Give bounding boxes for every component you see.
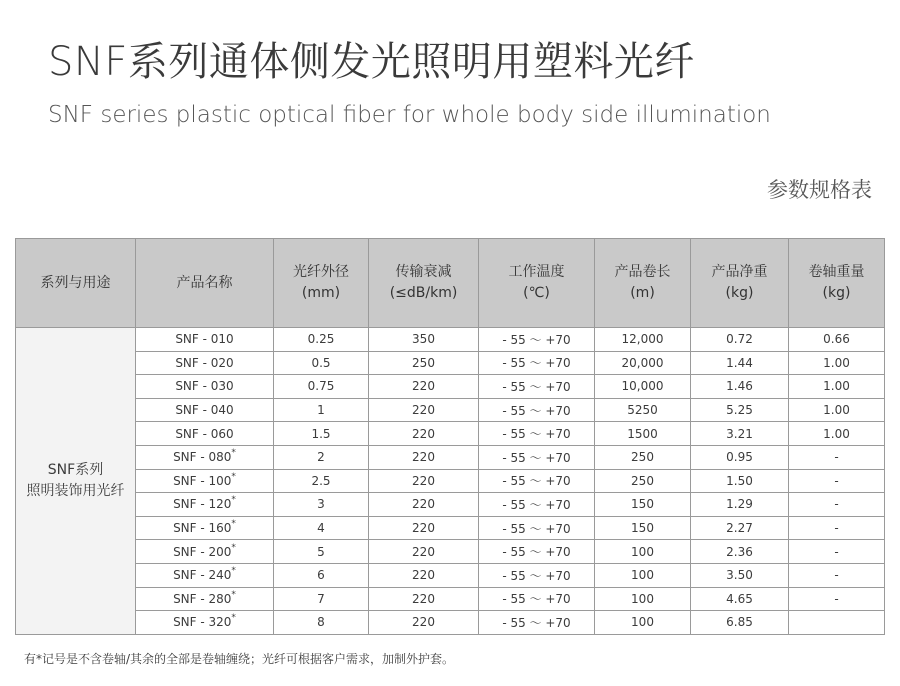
- reel-weight-cell: -: [789, 469, 885, 493]
- attenuation-cell: 250: [369, 351, 479, 375]
- table-row: [16, 398, 885, 422]
- product-name-cell: [136, 611, 274, 635]
- temp-cell: - 55 ～ +70: [479, 398, 595, 422]
- product-name: SNF - 040: [175, 403, 234, 418]
- header-unit: (m): [630, 285, 655, 301]
- reel-weight-cell: -: [789, 493, 885, 517]
- attenuation-cell: 220: [369, 422, 479, 446]
- length-cell: 150: [595, 516, 691, 540]
- diameter-cell: 5: [274, 540, 369, 564]
- weight-cell: 3.50: [691, 563, 789, 587]
- reel-weight-cell: [789, 611, 885, 635]
- product-name-cell: [136, 398, 274, 422]
- length-cell: 1500: [595, 422, 691, 446]
- diameter-cell: 8: [274, 611, 369, 635]
- table-row: [16, 328, 885, 352]
- footnote: 有*记号是不含卷轴/其余的全部是卷轴缠绕；光纤可根据客户需求，加制外护套。: [24, 652, 455, 666]
- product-name: SNF - 120: [173, 497, 232, 512]
- header-series-usage: [16, 239, 136, 328]
- product-name: SNF - 020: [175, 355, 234, 370]
- temp-cell: - 55 ～ +70: [479, 469, 595, 493]
- length-cell: 100: [595, 540, 691, 564]
- product-name-cell: [136, 422, 274, 446]
- diameter-cell: 4: [274, 516, 369, 540]
- table-row: [16, 516, 885, 540]
- table-row: [16, 375, 885, 399]
- temp-cell: - 55 ～ +70: [479, 375, 595, 399]
- header-net-weight: [691, 239, 789, 328]
- temp-cell: - 55 ～ +70: [479, 587, 595, 611]
- product-name: SNF - 200: [173, 544, 232, 559]
- diameter-cell: 2.5: [274, 469, 369, 493]
- length-cell: 100: [595, 611, 691, 635]
- reel-weight-cell: -: [789, 516, 885, 540]
- weight-cell: 3.21: [691, 422, 789, 446]
- no-reel-mark: *: [231, 589, 236, 600]
- temp-cell: - 55 ～ +70: [479, 611, 595, 635]
- length-cell: 100: [595, 563, 691, 587]
- header-unit: (mm): [301, 285, 341, 301]
- temp-cell: - 55 ～ +70: [479, 563, 595, 587]
- weight-cell: 1.46: [691, 375, 789, 399]
- length-cell: 12,000: [595, 328, 691, 352]
- product-name: SNF - 240: [173, 568, 232, 583]
- weight-cell: 4.65: [691, 587, 789, 611]
- header-fiber-diameter: [274, 239, 369, 328]
- header-label: 产品名称: [176, 274, 233, 291]
- diameter-cell: 0.75: [274, 375, 369, 399]
- no-reel-mark: *: [231, 566, 236, 577]
- product-name-cell: [136, 540, 274, 564]
- reel-weight-cell: -: [789, 587, 885, 611]
- product-name-cell: [136, 375, 274, 399]
- table-row: [16, 611, 885, 635]
- attenuation-cell: 220: [369, 611, 479, 635]
- attenuation-cell: 220: [369, 469, 479, 493]
- no-reel-mark: *: [231, 542, 236, 553]
- header-label: 卷轴重量: [808, 264, 865, 280]
- header-label: 工作温度: [508, 264, 565, 280]
- weight-cell: 1.44: [691, 351, 789, 375]
- attenuation-cell: 350: [369, 328, 479, 352]
- weight-cell: 6.85: [691, 611, 789, 635]
- header-row: [16, 239, 885, 328]
- temp-cell: - 55 ～ +70: [479, 351, 595, 375]
- product-name-cell: [136, 516, 274, 540]
- table-body: [16, 328, 885, 635]
- length-cell: 150: [595, 493, 691, 517]
- table-row: [16, 422, 885, 446]
- length-cell: 5250: [595, 398, 691, 422]
- temp-cell: - 55 ～ +70: [479, 540, 595, 564]
- table-row: [16, 493, 885, 517]
- attenuation-cell: 220: [369, 540, 479, 564]
- product-name: SNF - 100: [173, 473, 232, 488]
- diameter-cell: 6: [274, 563, 369, 587]
- attenuation-cell: 220: [369, 398, 479, 422]
- diameter-cell: 1: [274, 398, 369, 422]
- no-reel-mark: *: [231, 471, 236, 482]
- length-cell: 20,000: [595, 351, 691, 375]
- table-header: [16, 239, 885, 328]
- product-name: SNF - 280: [173, 591, 232, 606]
- product-name: SNF - 010: [175, 332, 234, 347]
- reel-weight-cell: -: [789, 445, 885, 469]
- no-reel-mark: *: [231, 613, 236, 624]
- reel-weight-cell: 1.00: [789, 422, 885, 446]
- attenuation-cell: 220: [369, 516, 479, 540]
- series-name: SNF系列: [47, 461, 104, 478]
- weight-cell: 0.72: [691, 328, 789, 352]
- product-name: SNF - 080: [173, 450, 232, 465]
- header-label: 系列与用途: [40, 274, 111, 291]
- table-caption: 参数规格表: [767, 178, 872, 202]
- diameter-cell: 7: [274, 587, 369, 611]
- temp-cell: - 55 ～ +70: [479, 328, 595, 352]
- header-unit: (℃): [523, 285, 550, 301]
- product-name-cell: [136, 469, 274, 493]
- page-title: SNF系列通体侧发光照明用塑料光纤: [48, 39, 695, 85]
- header-unit: (kg): [725, 285, 754, 301]
- product-name-cell: [136, 563, 274, 587]
- diameter-cell: 2: [274, 445, 369, 469]
- length-cell: 100: [595, 587, 691, 611]
- table-row: [16, 469, 885, 493]
- header-unit: (≤dB/km): [389, 285, 458, 301]
- attenuation-cell: 220: [369, 445, 479, 469]
- header-label: 光纤外径: [293, 264, 349, 280]
- diameter-cell: 0.5: [274, 351, 369, 375]
- weight-cell: 2.27: [691, 516, 789, 540]
- reel-weight-cell: 0.66: [789, 328, 885, 352]
- product-name: SNF - 060: [175, 426, 234, 441]
- product-name: SNF - 030: [175, 379, 234, 394]
- product-name: SNF - 320: [173, 615, 232, 630]
- temp-cell: - 55 ～ +70: [479, 445, 595, 469]
- page-subtitle: SNF series plastic optical fiber for whole body side illumination: [48, 102, 771, 128]
- series-usage: 照明装饰用光纤: [26, 482, 125, 499]
- weight-cell: 5.25: [691, 398, 789, 422]
- diameter-cell: 3: [274, 493, 369, 517]
- attenuation-cell: 220: [369, 587, 479, 611]
- weight-cell: 0.95: [691, 445, 789, 469]
- attenuation-cell: 220: [369, 563, 479, 587]
- product-name-cell: [136, 328, 274, 352]
- product-name: SNF - 160: [173, 521, 232, 536]
- no-reel-mark: *: [231, 448, 236, 459]
- table-row: [16, 587, 885, 611]
- series-cell: [16, 328, 136, 635]
- weight-cell: 1.29: [691, 493, 789, 517]
- header-product-name: [136, 239, 274, 328]
- temp-cell: - 55 ～ +70: [479, 493, 595, 517]
- attenuation-cell: 220: [369, 493, 479, 517]
- table-row: [16, 563, 885, 587]
- header-operating-temp: [479, 239, 595, 328]
- weight-cell: 2.36: [691, 540, 789, 564]
- header-label: 产品卷长: [614, 264, 671, 280]
- header-label: 传输衰减: [395, 264, 452, 280]
- header-label: 产品净重: [711, 264, 768, 280]
- product-name-cell: [136, 587, 274, 611]
- reel-weight-cell: 1.00: [789, 375, 885, 399]
- temp-cell: - 55 ～ +70: [479, 516, 595, 540]
- table-row: [16, 540, 885, 564]
- reel-weight-cell: 1.00: [789, 351, 885, 375]
- product-name-cell: [136, 445, 274, 469]
- header-unit: (kg): [822, 285, 851, 301]
- header-attenuation: [369, 239, 479, 328]
- attenuation-cell: 220: [369, 375, 479, 399]
- diameter-cell: 1.5: [274, 422, 369, 446]
- length-cell: 250: [595, 445, 691, 469]
- weight-cell: 1.50: [691, 469, 789, 493]
- header-reel-length: [595, 239, 691, 328]
- product-name-cell: [136, 351, 274, 375]
- reel-weight-cell: 1.00: [789, 398, 885, 422]
- table-row: [16, 445, 885, 469]
- length-cell: 250: [595, 469, 691, 493]
- diameter-cell: 0.25: [274, 328, 369, 352]
- no-reel-mark: *: [231, 519, 236, 530]
- table-row: [16, 351, 885, 375]
- product-name-cell: [136, 493, 274, 517]
- temp-cell: - 55 ～ +70: [479, 422, 595, 446]
- length-cell: 10,000: [595, 375, 691, 399]
- header-reel-weight: [789, 239, 885, 328]
- reel-weight-cell: -: [789, 540, 885, 564]
- no-reel-mark: *: [231, 495, 236, 506]
- spec-table: [15, 238, 885, 635]
- reel-weight-cell: -: [789, 563, 885, 587]
